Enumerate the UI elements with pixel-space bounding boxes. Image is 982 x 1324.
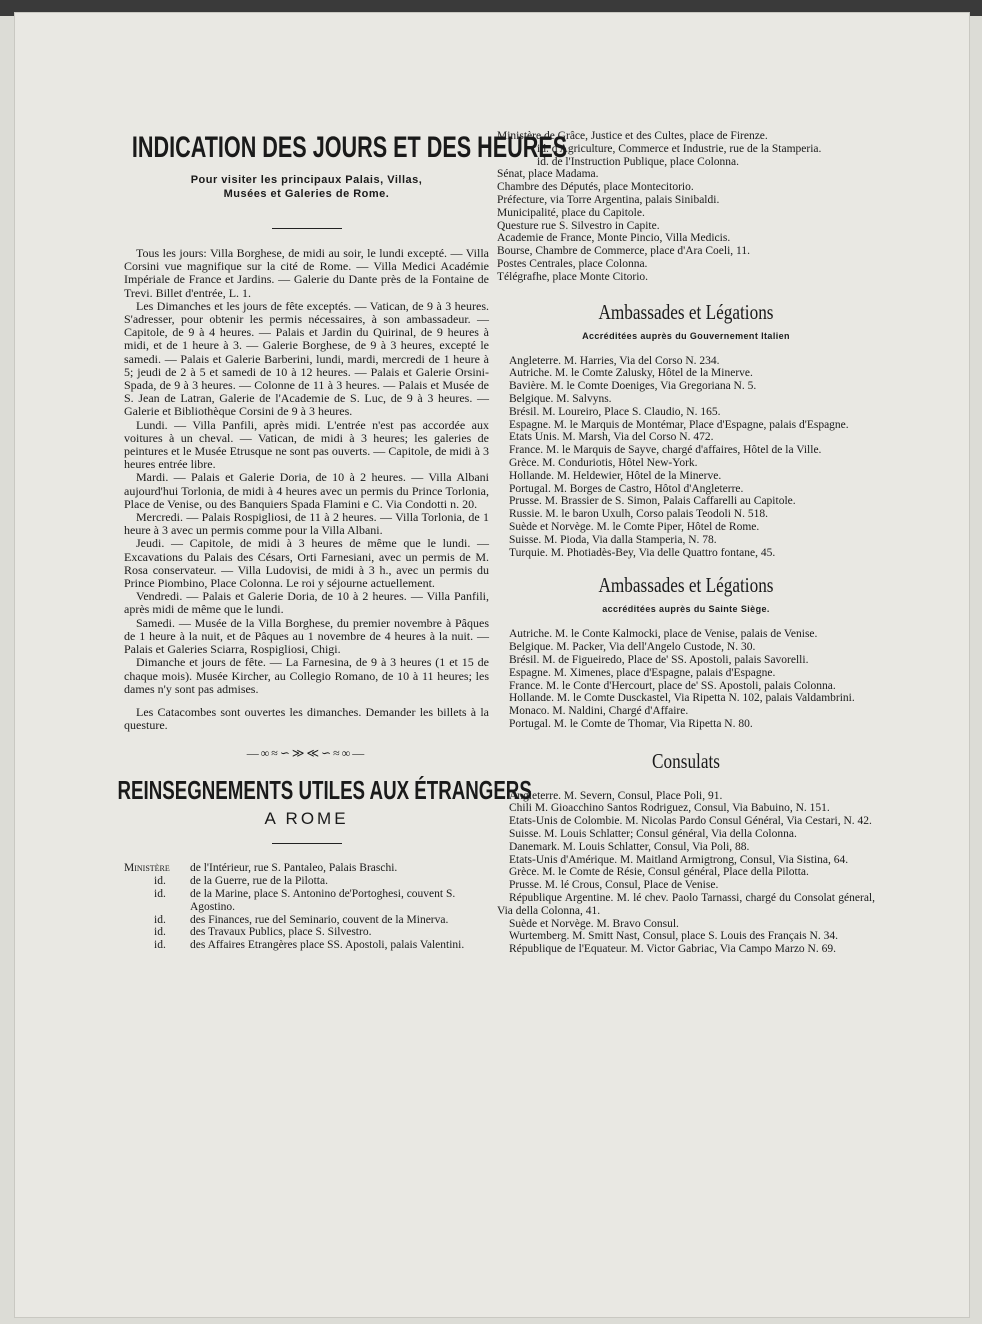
- list-item: Angleterre. M. Harries, Via del Corso N. 234.: [509, 354, 720, 367]
- list-item: Bourse, Chambre de Commerce, place d'Ara Coeli, 11.: [497, 245, 750, 258]
- list-item: Turquie. M. Photiadès-Bey, Via delle Quattro fontane, 45.: [509, 546, 776, 559]
- paragraph-catacombes: Les Catacombes sont ouvertes les dimanches. Demander les billets à la questure.: [124, 704, 489, 733]
- section-subtitle-saint-siege: accréditées auprès du Sainte Siège.: [602, 604, 770, 615]
- list-item: Portugal. M. le Comte de Thomar, Via Ripetta N. 80.: [509, 717, 753, 730]
- list-item: Danemark. M. Louis Schlatter, Consul, Via Poli, 88.: [509, 840, 750, 853]
- list-item: Etats-Unis d'Amérique. M. Maitland Armigtrong, Consul, Via Sistina, 64.: [509, 853, 849, 866]
- list-item: Suisse. M. Louis Schlatter; Consul général, Via della Colonna.: [509, 828, 797, 841]
- saint-siege-list: [497, 628, 875, 730]
- list-item: Espagne. M. Ximenes, place d'Espagne, palais d'Espagne.: [509, 666, 776, 679]
- list-item: Hollande. M. le Comte Dusckastel, Via Ripetta N. 102, palais Valdambrini.: [509, 692, 855, 705]
- ambassades-list: [497, 355, 875, 560]
- list-item: Grèce. M. Conduriotis, Hôtel New-York.: [509, 456, 698, 469]
- list-item: Questure rue S. Silvestro in Capite.: [497, 219, 660, 232]
- ministry-text: de l'Intérieur, rue S. Pantaleo, Palais Braschi.: [190, 862, 398, 875]
- list-item: Hollande. M. Heldewier, Hôtel de la Minerve.: [509, 469, 722, 482]
- administration-list: [497, 130, 875, 284]
- list-item: République Argentine. M. lé chev. Paolo Tarnassi, chargé du Consolat géneral, Via della Colonna, 41.: [497, 892, 875, 917]
- list-item: Suède et Norvège. M. Bravo Consul.: [509, 917, 679, 930]
- list-item: Préfecture, via Torre Argentina, palais Sinibaldi.: [497, 193, 720, 206]
- list-item: Portugal. M. Borges de Castro, Hôtol d'Angleterre.: [509, 482, 744, 495]
- ministry-text: des Finances, rue del Seminario, couvent de la Minerva.: [190, 913, 449, 926]
- list-item: Autriche. M. le Comte Zalusky, Hôtel de la Minerve.: [509, 367, 753, 380]
- list-item: République de l'Equateur. M. Victor Gabriac, Via Campo Marzo N. 69.: [509, 943, 836, 956]
- list-item: Belgique. M. Packer, Via dell'Angelo Custode, N. 30.: [509, 641, 756, 654]
- consulats-list: [497, 790, 875, 956]
- list-item: [124, 888, 489, 914]
- list-item: Sénat, place Madama.: [497, 168, 599, 181]
- list-item: Bavière. M. le Comte Doeniges, Via Gregoriana N. 5.: [509, 380, 757, 393]
- title-divider: [272, 228, 342, 229]
- section-title-renseignements: REINSEGNEMENTS UTILES AUX ÉTRANGERS: [117, 775, 532, 806]
- list-item: Brésil. M. Loureiro, Place S. Claudio, N. 165.: [509, 405, 721, 418]
- section-title-ambassades-saint-siege: Ambassades et Légations: [598, 573, 774, 598]
- list-item: [124, 862, 489, 875]
- list-item: Chambre des Députés, place Montecitorio.: [497, 181, 694, 194]
- list-item: Postes Centrales, place Colonna.: [497, 257, 648, 270]
- page-subtitle-line2: Musées et Galeries de Rome.: [223, 188, 390, 200]
- list-item: Autriche. M. le Conte Kalmocki, place de Venise, palais de Venise.: [509, 628, 818, 641]
- list-item: Espagne. M. le Marquis de Montémar, Place d'Espagne, palais d'Espagne.: [509, 418, 849, 431]
- paragraph-vendredi: Vendredi. — Palais et Galerie Doria, de 10 à 2 heures. — Villa Panfili, après midi de même que le lundi.: [124, 589, 489, 617]
- section-subtitle-a-rome: A ROME: [264, 809, 349, 829]
- ornament-divider: —∞≈∽≫≪∽≈∞—: [246, 746, 367, 761]
- paragraph-dimanche-fete: Dimanche et jours de fête. — La Farnesina, de 9 à 3 heures (1 et 15 de chaque mois). Musée Kircher, au Collegio Romano, de 10 à 11 heures; les dames n'y sont pas admises.: [124, 655, 489, 696]
- list-item: Prusse. M. lé Crous, Consul, Place de Venise.: [509, 879, 719, 892]
- ministry-label: id.: [154, 939, 166, 952]
- section-title-ambassades: Ambassades et Légations: [598, 299, 774, 324]
- list-item: Etats-Unis de Colombie. M. Nicolas Pardo Consul Général, Via Cestari, N. 42.: [509, 815, 872, 828]
- ministry-text: de la Marine, place S. Antonino de'Portoghesi, couvent S. Agostino.: [190, 887, 456, 913]
- list-item: France. M. le Marquis de Sayve, chargé d'affaires, Hôtel de la Ville.: [509, 444, 822, 457]
- right-column: [497, 130, 875, 956]
- list-item: France. M. le Conte d'Hercourt, place de' SS. Apostoli, palais Colonna.: [509, 679, 836, 692]
- paragraph-tous-les-jours: Tous les jours: Villa Borghese, de midi au soir, le lundi excepté. — Villa Corsini vue magnifique sur la cité de Rome. — Villa Medici Académie Impériale de France et Jardins. — Galerie du Dante près de la Fontaine de Trevi. Billet d'entrée, L. 1.: [124, 246, 489, 300]
- list-item: Ministère de Grâce, Justice et des Cultes, place de Firenze.: [497, 130, 768, 142]
- list-item: Russie. M. le baron Uxulh, Corso palais Teodoli N. 518.: [509, 508, 768, 521]
- list-item: Belgique. M. Salvyns.: [509, 392, 612, 405]
- list-item: Municipalité, place du Capitole.: [497, 206, 645, 219]
- list-item: Chili M. Gioacchino Santos Rodriguez, Consul, Via Babuino, N. 151.: [509, 802, 830, 815]
- list-item: Télégrafhe, place Monte Citorio.: [497, 270, 649, 283]
- list-item: Monaco. M. Naldini, Chargé d'Affaire.: [509, 705, 689, 718]
- list-item: Academie de France, Monte Pincio, Villa Medicis.: [497, 232, 731, 245]
- list-item: id. d'Agriculture, Commerce et Industrie, rue de la Stamperia.: [537, 142, 822, 155]
- ministry-text: des Affaires Etrangères place SS. Apostoli, palais Valentini.: [190, 939, 465, 952]
- ministry-label: id.: [154, 875, 166, 888]
- list-item: Wurtemberg. M. Smitt Nast, Consul, place S. Louis des Français N. 34.: [509, 930, 838, 943]
- paragraph-mardi: Mardi. — Palais et Galerie Doria, de 10 à 2 heures. — Villa Albani aujourd'hui Torlonia, de midi à 4 heures avec un permis du Prince Torlonia, Place de Venise, ou des Banquiers Spada Flamini e C. Via Condotti n. 20.: [124, 470, 489, 511]
- ministry-text: de la Guerre, rue de la Pilotta.: [190, 875, 328, 888]
- page-title: INDICATION DES JOURS ET DES HEURES: [131, 131, 568, 164]
- page-subtitle-line1: Pour visiter les principaux Palais, Villas,: [190, 174, 423, 186]
- list-item: Grèce. M. le Comte de Résie, Consul général, Place della Pilotta.: [509, 866, 809, 879]
- list-item: Etats Unis. M. Marsh, Via del Corso N. 472.: [509, 431, 714, 444]
- paragraph-lundi: Lundi. — Villa Panfili, après midi. L'entrée n'est pas accordée aux voitures à un cheval. — Vatican, de midi à 3 heures; les galeries de peintures et le Musée Etrusque ne sont pas ouverts. — Capitole, de midi à 3 heures entrée libre.: [124, 417, 489, 472]
- list-item: [124, 939, 489, 952]
- list-item: Suède et Norvège. M. le Comte Piper, Hôtel de Rome.: [509, 520, 760, 533]
- list-item: [124, 926, 489, 939]
- section-title-consulats: Consulats: [652, 748, 720, 773]
- ministry-label: id.: [154, 887, 166, 900]
- paragraph-samedi: Samedi. — Musée de la Villa Borghese, du premier novembre à Pâques de 1 heure à la nuit, et de Pâques au 1 novembre de 4 heures à la nuit. — Palais et Galeries Sciarra, Rospigliosi, Chigi.: [124, 615, 489, 657]
- ministry-label: id.: [154, 913, 166, 926]
- ministry-label: id.: [154, 926, 166, 939]
- list-item: Angleterre. M. Severn, Consul, Place Poli, 91.: [509, 789, 723, 802]
- list-item: Prusse. M. Brassier de S. Simon, Palais Caffarelli au Capitole.: [509, 495, 796, 508]
- paragraph-mercredi: Mercredi. — Palais Rospigliosi, de 11 à 2 heures. — Villa Torlonia, de 1 heure à 3 avec un permis comme pour la Villa Albani.: [124, 510, 489, 538]
- list-item: [124, 914, 489, 927]
- list-item: Suisse. M. Pioda, Via dalla Stamperia, N. 78.: [509, 533, 717, 546]
- list-item: Brésil. M. de Figueiredo, Place de' SS. Apostoli, palais Savorelli.: [509, 653, 809, 666]
- visiting-hours: [124, 247, 489, 732]
- section-subtitle-ambassades: Accréditées auprès du Gouvernement Italien: [582, 330, 790, 341]
- section-divider: [272, 843, 342, 844]
- ministry-label: Ministère: [124, 862, 170, 875]
- document-page: [14, 12, 970, 1318]
- list-item: [124, 875, 489, 888]
- paragraph-jeudi: Jeudi. — Capitole, de midi à 3 heures de même que le lundi. — Excavations du Palais des Césars, Orti Farnesiani, avec un permis de M. Rosa conservateur. — Villa Ludovisi, de midi à 3 h., avec un permis du Prince Piombino, Place Colonna. Le roi y séjourne actuellement.: [124, 536, 489, 591]
- ministry-list: [124, 862, 489, 952]
- ministry-text: des Travaux Publics, place S. Silvestro.: [190, 926, 372, 939]
- paragraph-dimanches: Les Dimanches et les jours de fête exceptés. — Vatican, de 9 à 3 heures. S'adresser, pour obtenir les permis nécessaires, à son ambassadeur. — Capitole, de 9 à 4 heures. — Palais et Jardin du Quirinal, de 9 heures à midi, et de 1 heure à 3. — Galerie Borghese, de 9 à 3 heures, excepté le samedi. — Palais et Galerie Barberini, lundi, mardi, mercredi de 1 heure à 5; jeudi de 2 à 5 et samedi de 10 à 12 heures. — Palais et Galerie Orsini-Spada, de 9 à 3 heures. — Colonne de 11 à 3 heures. — Palais et Musée de S. Jean de Latran, Galerie de l'Academie de S. Luc, de 9 à 3 heures. — Galerie et Bibliothèque Corsini de 9 à 3 heures.: [124, 298, 489, 419]
- list-item: id. de l'Instruction Publique, place Colonna.: [537, 155, 740, 168]
